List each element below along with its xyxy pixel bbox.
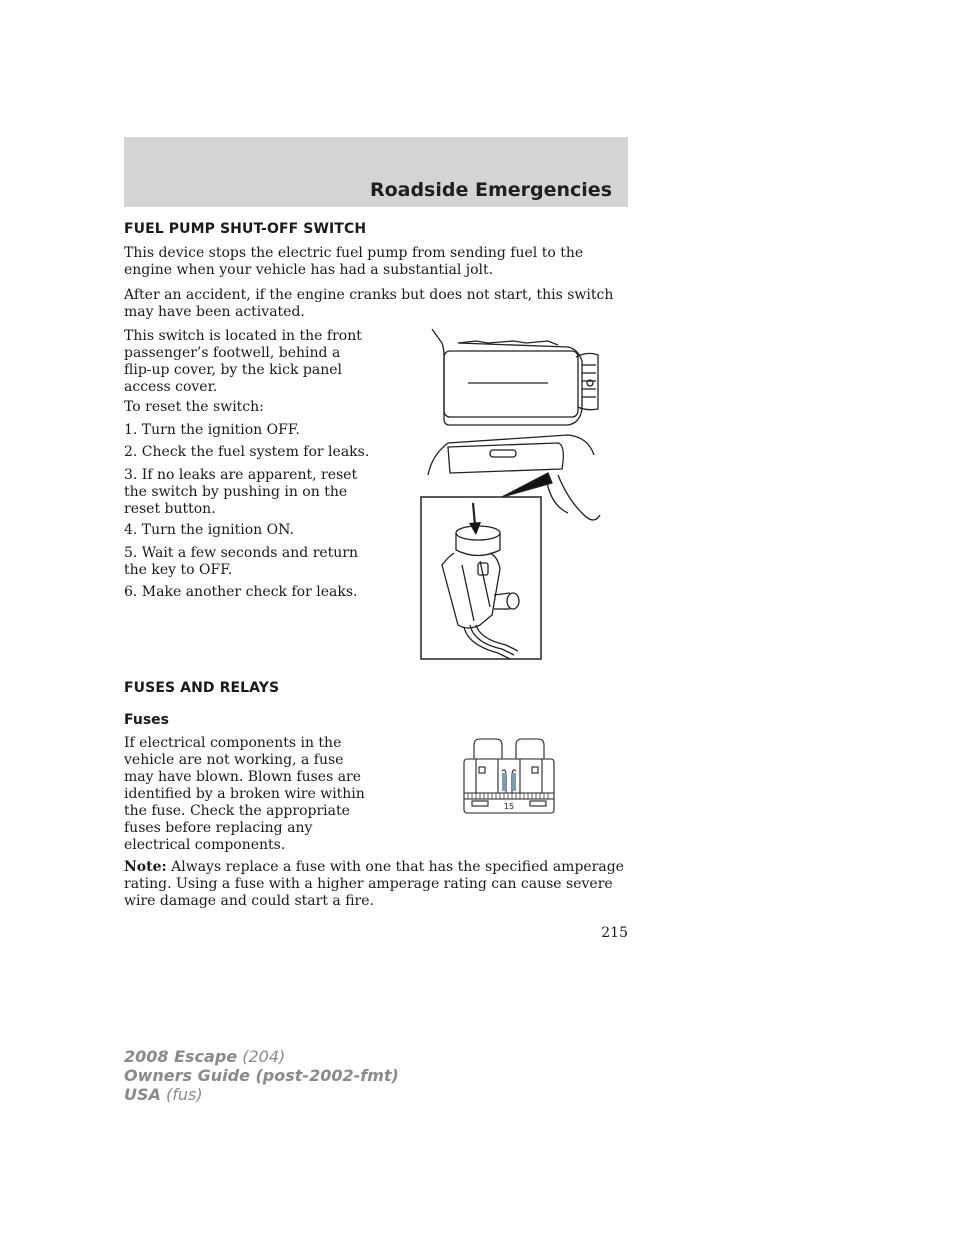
paragraph: This switch is located in the front passenger’s footwell, behind a flip-up cover, by the kick panel access cover. bbox=[124, 328, 362, 395]
footer-model: 2008 Escape bbox=[124, 1047, 238, 1066]
section-heading-fuel-pump: FUEL PUMP SHUT-OFF SWITCH bbox=[124, 221, 367, 237]
footer bbox=[124, 1047, 399, 1104]
footer-code: (204) bbox=[237, 1047, 286, 1066]
fuel-pump-switch-illustration bbox=[418, 325, 608, 665]
list-item: 4. Turn the ignition ON. bbox=[124, 522, 294, 538]
paragraph: After an accident, if the engine cranks but does not start, this switch may have been activated. bbox=[124, 287, 614, 320]
list-item: 6. Make another check for leaks. bbox=[124, 584, 358, 600]
paragraph: To reset the switch: bbox=[124, 399, 264, 415]
page-number: 215 bbox=[601, 925, 628, 941]
paragraph: If electrical components in the vehicle are not working, a fuse may have blown. Blown fuses are identified by a broken wire within the fuse. Check the appropriate fuses before replacing any electrical components. bbox=[124, 735, 365, 853]
note-text: Always replace a fuse with one that has the specified amperage rating. Using a fuse with a higher amperage rating can cause severe wire damage and could start a fire. bbox=[124, 859, 624, 909]
chapter-title: Roadside Emergencies bbox=[369, 179, 612, 201]
footer-market-code: (fus) bbox=[160, 1085, 203, 1104]
list-item: 2. Check the fuel system for leaks. bbox=[124, 444, 370, 460]
list-item: 1. Turn the ignition OFF. bbox=[124, 422, 300, 438]
note-label: Note: bbox=[124, 859, 167, 875]
fuse-illustration bbox=[462, 737, 556, 817]
footer-guide: Owners Guide (post-2002-fmt) bbox=[124, 1066, 399, 1085]
paragraph: This device stops the electric fuel pump from sending fuel to the engine when your vehicle has had a substantial jolt. bbox=[124, 245, 584, 278]
footer-market: USA bbox=[124, 1085, 161, 1104]
header-band bbox=[124, 137, 628, 207]
list-item: 5. Wait a few seconds and return the key to OFF. bbox=[124, 545, 359, 578]
subheading-fuses: Fuses bbox=[124, 712, 169, 728]
note-paragraph bbox=[124, 859, 628, 910]
list-item: 3. If no leaks are apparent, reset the switch by pushing in on the reset button. bbox=[124, 467, 358, 517]
fuse-rating-label: 15 bbox=[503, 802, 515, 811]
section-heading-fuses: FUSES AND RELAYS bbox=[124, 680, 280, 696]
